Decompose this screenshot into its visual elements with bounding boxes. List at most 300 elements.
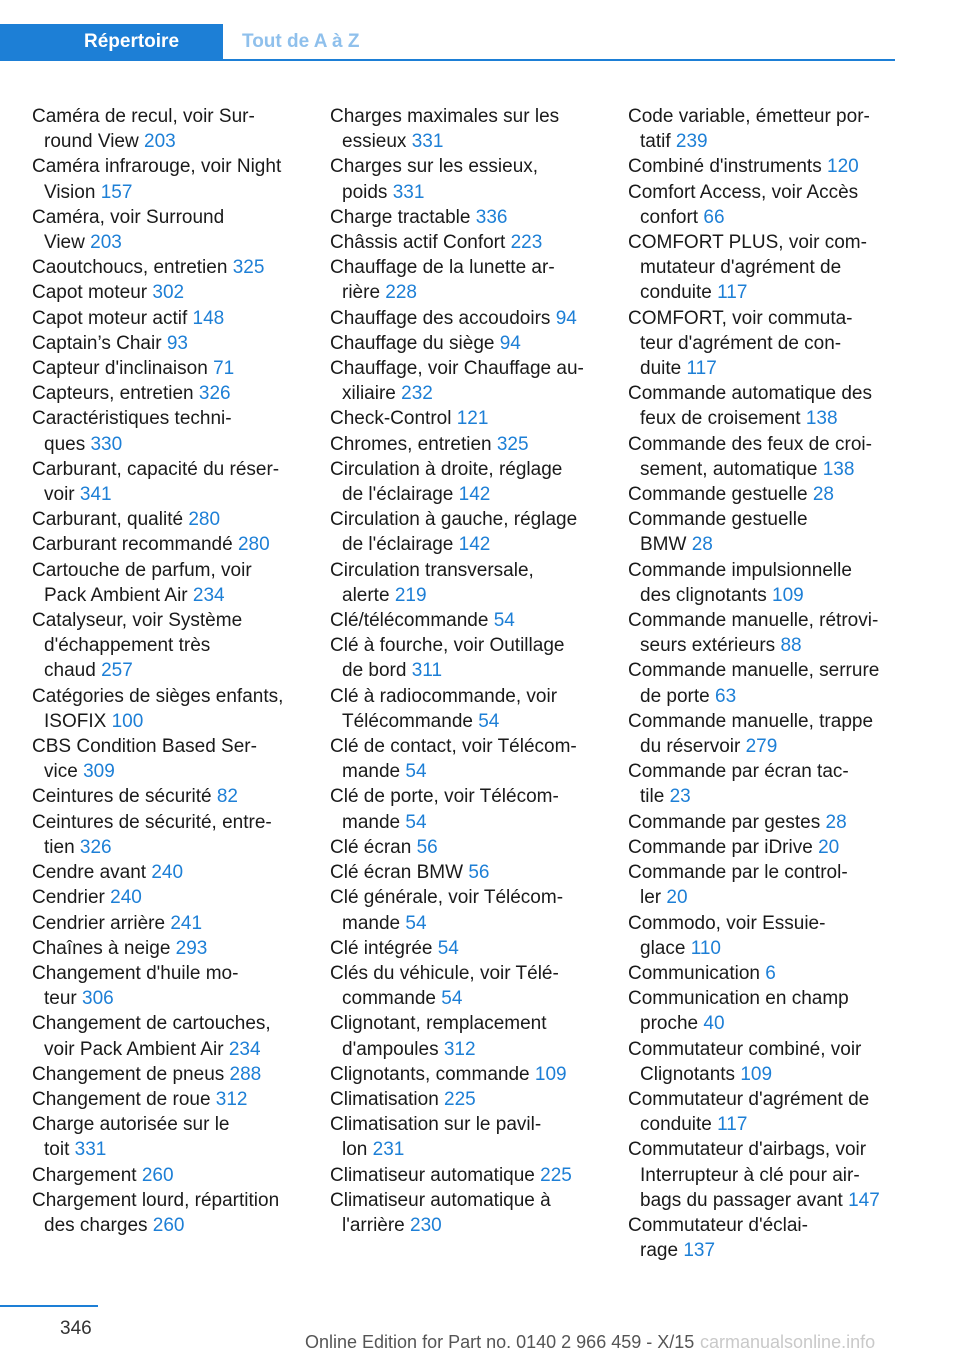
page-link[interactable]: 54 (405, 761, 427, 783)
index-column-2 (330, 104, 598, 1238)
index-entry-text: Commande par iDrive (628, 836, 813, 858)
index-entry (628, 1087, 896, 1137)
page-link[interactable]: 230 (410, 1214, 442, 1236)
page-link[interactable]: 306 (82, 988, 114, 1010)
page-link[interactable]: 138 (822, 458, 855, 480)
index-entry (628, 180, 896, 230)
index-entry (330, 406, 598, 431)
index-entry-text: d'ampoules (342, 1038, 439, 1060)
index-entry-text: Pack Ambient Air (44, 584, 188, 606)
index-entry (32, 507, 300, 532)
page-link[interactable]: 234 (228, 1038, 261, 1060)
index-entry-text: Clignotant, remplacement (330, 1013, 547, 1035)
page-link[interactable]: 88 (780, 635, 802, 657)
index-entry-text: Commande manuelle, serrure (628, 660, 880, 682)
page-link[interactable]: 138 (805, 408, 838, 430)
index-entry (330, 734, 598, 784)
index-entry (330, 684, 598, 734)
page-link[interactable]: 331 (411, 131, 444, 153)
index-entry-text: d'échappement très (44, 635, 211, 657)
watermark: carmanualsonline.info (700, 1332, 876, 1352)
index-entry-text: proche (640, 1013, 699, 1035)
index-entry-text: du réservoir (640, 736, 741, 758)
page-link[interactable]: 82 (216, 786, 238, 808)
index-entry (628, 759, 896, 809)
page-link[interactable]: 240 (151, 862, 184, 884)
index-entry-text: tatif (640, 131, 671, 153)
page-link[interactable]: 331 (392, 181, 425, 203)
page-link[interactable]: 293 (175, 937, 208, 959)
index-entry (330, 633, 598, 683)
index-entry-text: Commande manuelle, trappe (628, 710, 874, 732)
page-link[interactable]: 331 (74, 1139, 107, 1161)
index-entry (628, 230, 896, 306)
page-link[interactable]: 6 (765, 962, 776, 984)
index-entry-text: teur (44, 988, 77, 1010)
index-entry-text: Caméra infrarouge, voir Night (32, 156, 282, 178)
index-entry-text: poids (342, 181, 388, 203)
page-link[interactable]: 239 (675, 131, 708, 153)
index-entry-text: Ceintures de sécurité, entre- (32, 811, 272, 833)
index-entry (32, 885, 300, 910)
index-entry (628, 835, 896, 860)
index-entry (32, 154, 300, 204)
index-entry-text: Commutateur d'airbags, voir (628, 1139, 867, 1161)
page-link[interactable]: 219 (394, 584, 427, 606)
index-entry (330, 104, 598, 154)
page-link[interactable]: 56 (416, 836, 438, 858)
index-entry-text: Clé à fourche, voir Outillage (330, 635, 565, 657)
index-entry (32, 306, 300, 331)
index-entry-text: Chauffage des accoudoirs (330, 307, 551, 329)
index-entry (330, 835, 598, 860)
index-entry (330, 356, 598, 406)
index-entry-text: essieux (342, 131, 407, 153)
index-entry-text: ISOFIX (44, 710, 107, 732)
page-link[interactable]: 260 (141, 1164, 174, 1186)
index-entry-text: voir Pack Ambient Air (44, 1038, 224, 1060)
index-entry-text: Capot moteur (32, 282, 148, 304)
page-link[interactable]: 311 (411, 660, 443, 682)
index-entry (32, 810, 300, 860)
index-entry-text: Charges maximales sur les (330, 106, 560, 127)
index-entry (628, 608, 896, 658)
page-link[interactable]: 142 (458, 534, 491, 556)
page-link[interactable]: 28 (825, 811, 847, 833)
index-entry-text: Chauffage du siège (330, 332, 495, 354)
index-entry-text: Chauffage de la lunette ar- (330, 257, 555, 279)
page-link[interactable]: 330 (90, 433, 123, 455)
index-entry-text: Commande par gestes (628, 811, 821, 833)
page-link[interactable]: 142 (458, 484, 491, 506)
page-link[interactable]: 240 (110, 887, 142, 909)
index-entry-text: toit (44, 1139, 70, 1161)
index-entry-text: Clé intégrée (330, 937, 433, 959)
page-link[interactable]: 228 (385, 282, 417, 304)
index-entry-text: Commutateur d'agrément de (628, 1088, 870, 1110)
index-entry-text: Charges sur les essieux, (330, 156, 539, 178)
index-entry-text: Interrupteur à clé pour air- (640, 1164, 860, 1186)
page-link[interactable]: 117 (686, 358, 717, 380)
index-entry-text: Carburant, qualité (32, 509, 184, 531)
index-entry (330, 154, 598, 204)
index-entry-text: Chargement lourd, répartition (32, 1189, 280, 1211)
index-entry-text: rage (640, 1240, 679, 1262)
page-link[interactable]: 54 (437, 937, 459, 959)
page-link[interactable]: 225 (444, 1088, 476, 1110)
page-link[interactable]: 325 (232, 257, 265, 279)
index-entry-text: Chromes, entretien (330, 433, 492, 455)
index-entry-text: voir (44, 484, 75, 506)
tab-bar-underline (0, 59, 895, 61)
page-link[interactable]: 260 (152, 1214, 185, 1236)
index-entry (32, 532, 300, 557)
index-entry (32, 860, 300, 885)
index-entry-text: Clé de contact, voir Télécom- (330, 736, 577, 758)
index-entry (32, 961, 300, 1011)
index-entry-text: tien (44, 836, 75, 858)
index-entry-text: Chaînes à neige (32, 937, 171, 959)
index-entry-text: Capteur d'inclinaison (32, 358, 208, 380)
page-link[interactable]: 280 (188, 509, 221, 531)
page-link[interactable]: 326 (79, 836, 112, 858)
index-entry-text: Circulation transversale, (330, 559, 534, 581)
index-entry-text: Commodo, voir Essuie- (628, 912, 826, 934)
index-entry-text: Capteurs, entretien (32, 383, 194, 405)
index-entry (628, 306, 896, 382)
index-entry (32, 936, 300, 961)
index-entry (32, 784, 300, 809)
index-entry-text: alerte (342, 584, 390, 606)
index-entry-text: Comfort Access, voir Accès (628, 181, 859, 203)
index-entry-text: des clignotants (640, 584, 767, 606)
page-link[interactable]: 302 (152, 282, 185, 304)
index-entry (32, 205, 300, 255)
index-entry (330, 432, 598, 457)
index-entry-text: Changement de pneus (32, 1063, 225, 1085)
page-link[interactable]: 71 (213, 358, 235, 380)
index-entry (628, 1037, 896, 1087)
index-entry-text: Catalyseur, voir Système (32, 610, 243, 632)
index-entry-text: Communication (628, 962, 760, 984)
page-link[interactable]: 109 (772, 584, 804, 606)
index-entry-text: Climatisation sur le pavil- (330, 1114, 542, 1136)
index-entry-text: mande (342, 761, 401, 783)
index-entry (32, 1188, 300, 1238)
page-link[interactable]: 203 (144, 131, 176, 153)
index-entry-text: de l'éclairage (342, 534, 454, 556)
page-link[interactable]: 312 (443, 1038, 476, 1060)
index-entry-text: Climatiseur automatique à (330, 1189, 551, 1211)
index-entry (330, 1163, 598, 1188)
page-link[interactable]: 309 (83, 761, 115, 783)
index-entry (32, 608, 300, 684)
index-entry-text: glace (640, 937, 686, 959)
page-link[interactable]: 203 (90, 232, 122, 254)
index-entry-text: Châssis actif Confort (330, 232, 506, 254)
index-entry-text: View (44, 232, 85, 254)
index-entry-text: Clé écran BMW (330, 862, 464, 884)
page-link[interactable]: 54 (405, 912, 427, 934)
page-link[interactable]: 157 (100, 181, 133, 203)
index-entry-text: Commande des feux de croi- (628, 433, 872, 455)
index-entry-text: Commande gestuelle (628, 484, 808, 506)
index-entry (32, 1112, 300, 1162)
index-entry-text: Charge tractable (330, 206, 471, 228)
index-entry (330, 457, 598, 507)
page-link[interactable]: 231 (372, 1139, 405, 1161)
page-link[interactable]: 137 (683, 1240, 716, 1262)
page-link[interactable]: 279 (745, 736, 778, 758)
page-link[interactable]: 54 (493, 610, 515, 632)
page-link[interactable]: 28 (812, 484, 834, 506)
page-link[interactable]: 100 (111, 710, 144, 732)
index-entry-text: de l'éclairage (342, 484, 454, 506)
index-entry (330, 205, 598, 230)
index-entry-text: Chargement (32, 1164, 137, 1186)
index-entry-text: Commutateur d'éclai- (628, 1214, 808, 1236)
page-link[interactable]: 93 (166, 332, 188, 354)
index-entry (330, 331, 598, 356)
index-entry-text: Changement d'huile mo- (32, 962, 239, 984)
index-entry-text: Clés du véhicule, voir Télé- (330, 962, 559, 984)
index-entry (330, 885, 598, 935)
page-link[interactable]: 20 (818, 836, 840, 858)
index-entry-text: Caméra, voir Surround (32, 206, 225, 228)
index-entry-text: Combiné d'instruments (628, 156, 822, 178)
page-link[interactable]: 63 (715, 685, 737, 707)
page-link[interactable]: 234 (192, 584, 225, 606)
index-entry-text: COMFORT PLUS, voir com- (628, 232, 867, 254)
index-entry-text: Code variable, émetteur por- (628, 106, 870, 127)
index-entry-text: Caméra de recul, voir Sur- (32, 106, 255, 127)
page-link[interactable]: 121 (456, 408, 489, 430)
index-entry (628, 154, 896, 179)
index-entry (330, 558, 598, 608)
index-entry-text: commande (342, 988, 436, 1010)
index-entry-text: Climatisation (330, 1088, 439, 1110)
page-link[interactable]: 257 (101, 660, 133, 682)
tab-repertoire[interactable]: Répertoire (0, 24, 223, 59)
index-entry-text: Télécommande (342, 710, 473, 732)
index-entry-text: vice (44, 761, 78, 783)
index-entry (32, 356, 300, 381)
index-entry-text: Changement de roue (32, 1088, 211, 1110)
page-link[interactable]: 20 (666, 887, 688, 909)
index-entry (330, 860, 598, 885)
index-entry-text: Commutateur combiné, voir (628, 1038, 862, 1060)
index-entry-text: Commande gestuelle (628, 509, 808, 531)
index-entry-text: ques (44, 433, 86, 455)
index-entry-text: Commande automatique des (628, 383, 872, 405)
index-entry-text: Clignotants, commande (330, 1063, 530, 1085)
index-entry-text: bags du passager avant (640, 1189, 843, 1211)
index-entry-text: Check-Control (330, 408, 452, 430)
page-link[interactable]: 325 (496, 433, 529, 455)
index-entry (330, 961, 598, 1011)
index-entry (32, 734, 300, 784)
index-entry-text: Cendrier arrière (32, 912, 166, 934)
index-entry (32, 558, 300, 608)
page-link[interactable]: 28 (691, 534, 713, 556)
index-entry (628, 986, 896, 1036)
page-link[interactable]: 54 (478, 710, 500, 732)
page-link[interactable]: 288 (229, 1063, 262, 1085)
index-entry (330, 936, 598, 961)
page-link[interactable]: 56 (468, 862, 490, 884)
index-entry (330, 608, 598, 633)
index-entry-text: tile (640, 786, 665, 808)
index-entry-text: Cendrier (32, 887, 105, 909)
tab-bar (0, 24, 895, 61)
index-entry (32, 331, 300, 356)
page-link[interactable]: 54 (405, 811, 427, 833)
index-entry-text: Ceintures de sécurité (32, 786, 212, 808)
index-entry-text: Clé/télécommande (330, 610, 489, 632)
index-entry (628, 1213, 896, 1263)
index-entry-text: CBS Condition Based Ser- (32, 736, 257, 758)
page-link[interactable]: 241 (170, 912, 203, 934)
index-entry (628, 860, 896, 910)
page-link[interactable]: 23 (669, 786, 691, 808)
index-entry-text: mutateur d'agrément de (640, 257, 842, 279)
index-entry-text: Caoutchoucs, entretien (32, 257, 228, 279)
index-entry-text: Clignotants (640, 1063, 736, 1085)
index-entry (330, 784, 598, 834)
index-entry-text: Vision (44, 181, 96, 203)
page-link[interactable]: 147 (848, 1189, 880, 1211)
index-entry (628, 507, 896, 557)
index-entry (628, 709, 896, 759)
index-entry-text: rière (342, 282, 381, 304)
index-entry-text: Climatiseur automatique (330, 1164, 535, 1186)
index-entry-text: Circulation à droite, réglage (330, 458, 563, 480)
index-entry-text: Clé générale, voir Télécom- (330, 887, 564, 909)
index-entry (32, 684, 300, 734)
index-entry (32, 1011, 300, 1061)
index-entry-text: de bord (342, 660, 407, 682)
page-link[interactable]: 326 (198, 383, 231, 405)
index-entry-text: Changement de cartouches, (32, 1013, 271, 1035)
index-entry-text: Caractéristiques techni- (32, 408, 232, 430)
index-entry-text: mande (342, 912, 401, 934)
page-link[interactable]: 280 (237, 534, 270, 556)
index-entry (628, 1137, 896, 1213)
index-entry-text: mande (342, 811, 401, 833)
index-entry (330, 255, 598, 305)
index-entry (32, 1163, 300, 1188)
index-entry-text: Circulation à gauche, réglage (330, 509, 578, 531)
index-entry (628, 381, 896, 431)
index-entry (32, 381, 300, 406)
page-link[interactable]: 54 (441, 988, 463, 1010)
page-link[interactable]: 94 (499, 332, 521, 354)
page-link[interactable]: 336 (475, 206, 508, 228)
index-entry-text: Cartouche de parfum, voir (32, 559, 252, 581)
index-entry-text: Commande manuelle, rétrovi- (628, 610, 879, 632)
page-link[interactable]: 94 (555, 307, 577, 329)
index-entry-text: round View (44, 131, 139, 153)
index-entry (628, 432, 896, 482)
index-entry-text: Carburant recommandé (32, 534, 233, 556)
index-entry-text: conduite (640, 1114, 712, 1136)
index-entry-text: de porte (640, 685, 710, 707)
page-link[interactable]: 120 (827, 156, 859, 178)
index-entry-text: sement, automatique (640, 458, 818, 480)
index-entry (32, 1087, 300, 1112)
index-entry (330, 1087, 598, 1112)
index-entry-text: confort (640, 206, 699, 228)
index-entry (32, 911, 300, 936)
page-link[interactable]: 341 (79, 484, 112, 506)
index-entry-text: chaud (44, 660, 96, 682)
index-entry-text: des charges (44, 1214, 148, 1236)
index-entry-text: Commande par écran tac- (628, 761, 849, 783)
index-entry-text: Clé de porte, voir Télécom- (330, 786, 559, 808)
page-link[interactable]: 312 (215, 1088, 248, 1110)
index-entry (628, 482, 896, 507)
index-entry (330, 507, 598, 557)
index-entry-text: Cendre avant (32, 862, 147, 884)
index-entry (32, 1062, 300, 1087)
index-entry (628, 104, 896, 154)
index-entry-text: BMW (640, 534, 687, 556)
index-entry-text: Clé à radiocommande, voir (330, 685, 558, 707)
index-entry (330, 230, 598, 255)
page-link[interactable]: 40 (703, 1013, 725, 1035)
index-entry-text: COMFORT, voir commuta- (628, 307, 853, 329)
index-entry-text: duite (640, 358, 682, 380)
page-link[interactable]: 117 (717, 282, 748, 304)
index-entry-text: Communication en champ (628, 988, 849, 1010)
page-link[interactable]: 109 (740, 1063, 773, 1085)
index-entry-text: feux de croisement (640, 408, 801, 430)
index-entry (32, 406, 300, 456)
page-link[interactable]: 66 (703, 206, 725, 228)
index-entry-text: l'arrière (342, 1214, 405, 1236)
page-link[interactable]: 117 (717, 1114, 748, 1136)
index-entry-text: Charge autorisée sur le (32, 1114, 230, 1136)
index-entry-text: Clé écran (330, 836, 412, 858)
index-entry-text: conduite (640, 282, 712, 304)
page-link[interactable]: 225 (540, 1164, 572, 1186)
page-link[interactable]: 110 (690, 937, 721, 959)
index-entry-text: lon (342, 1139, 368, 1161)
index-entry-text: Carburant, capacité du réser- (32, 458, 280, 480)
page-link[interactable]: 109 (534, 1063, 567, 1085)
index-column-1 (32, 104, 300, 1238)
index-entry (628, 961, 896, 986)
index-entry-text: Capot moteur actif (32, 307, 188, 329)
index-entry-text: Commande impulsionnelle (628, 559, 852, 581)
edition-note: Online Edition for Part no. 0140 2 966 459 - X/15 (305, 1332, 695, 1352)
index-entry-text: Commande par le control- (628, 862, 848, 884)
page-link[interactable]: 232 (401, 383, 433, 405)
index-entry (32, 255, 300, 280)
index-entry (628, 658, 896, 708)
page-number: 346 (60, 1318, 92, 1339)
page-link[interactable]: 148 (192, 307, 225, 329)
page-link[interactable]: 223 (510, 232, 543, 254)
index-entry-text: teur d'agrément de con- (640, 332, 842, 354)
index-entry-text: Catégories de sièges enfants, (32, 685, 284, 707)
index-entry (32, 457, 300, 507)
index-entry (628, 558, 896, 608)
tab-tout-de-a-a-z[interactable]: Tout de A à Z (242, 31, 360, 52)
index-entry-text: ler (640, 887, 662, 909)
index-entry (330, 1062, 598, 1087)
footer-rule (0, 1305, 98, 1307)
